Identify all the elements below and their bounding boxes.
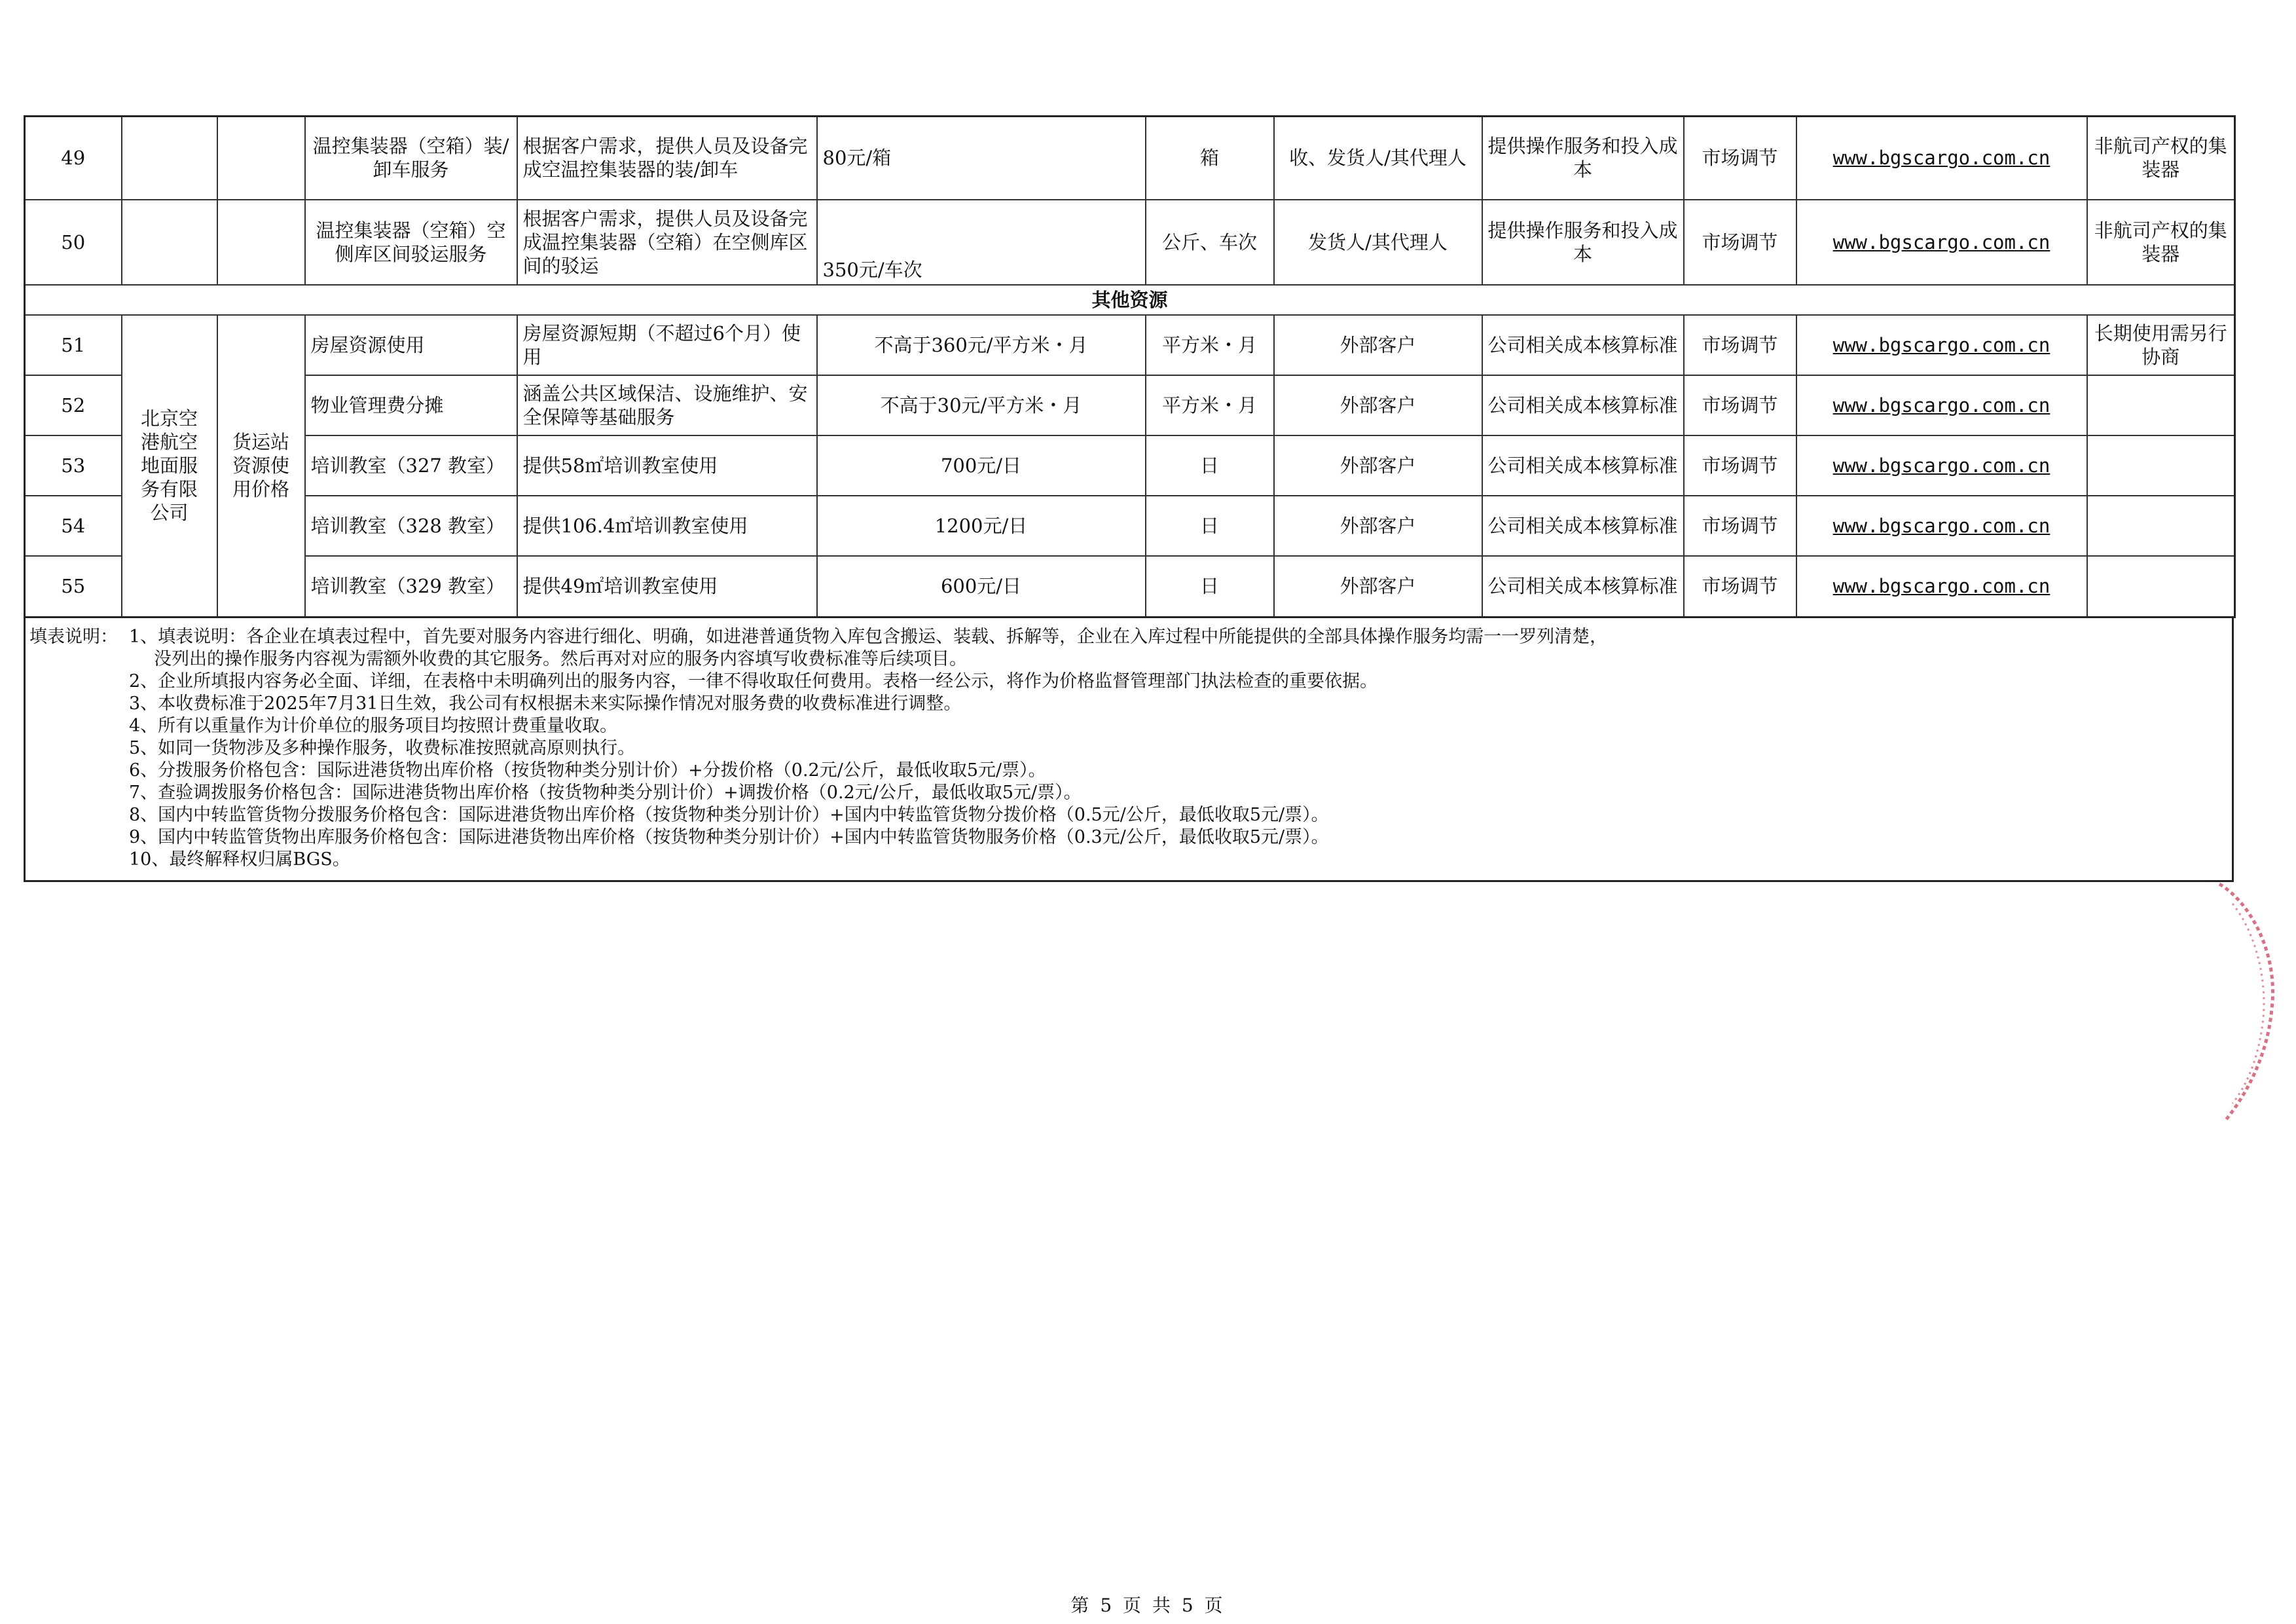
seal-stamp-fragment <box>2206 877 2285 1126</box>
price: 不高于30元/平方米・月 <box>817 375 1146 435</box>
pricing-method: 市场调节 <box>1684 315 1796 375</box>
note-text: 没列出的操作服务内容视为需额外收费的其它服务。然后再对对应的服务内容填写收费标准等后续项目。 <box>154 649 967 669</box>
remark <box>2087 435 2235 496</box>
unit: 平方米・月 <box>1146 315 1274 375</box>
pricing-basis: 公司相关成本核算标准 <box>1482 315 1684 375</box>
publicity-site-link[interactable]: www.bgscargo.com.cn <box>1796 375 2087 435</box>
pricing-basis: 提供操作服务和投入成本 <box>1482 117 1684 200</box>
company-cell <box>122 200 217 285</box>
table-row <box>25 375 2235 435</box>
pricing-basis: 公司相关成本核算标准 <box>1482 375 1684 435</box>
resource-category: 货运站资源使用价格 <box>217 315 305 618</box>
service-item: 培训教室（328 教室） <box>305 496 517 556</box>
remark <box>2087 496 2235 556</box>
service-item: 房屋资源使用 <box>305 315 517 375</box>
publicity-site-link[interactable]: www.bgscargo.com.cn <box>1796 556 2087 618</box>
charge-object: 收、发货人/其代理人 <box>1274 117 1482 200</box>
note-text: 8、国内中转监管货物分拨服务价格包含：国际进港货物出库价格（按货物种类分别计价）+国内中转监管货物分拨价格（0.5元/公斤，最低收取5元/票）。 <box>129 805 1329 825</box>
company-cell <box>122 117 217 200</box>
remark: 长期使用需另行协商 <box>2087 315 2235 375</box>
charge-object: 外部客户 <box>1274 315 1482 375</box>
service-content: 涵盖公共区域保洁、设施维护、安全保障等基础服务 <box>517 375 817 435</box>
pricing-method: 市场调节 <box>1684 496 1796 556</box>
category-cell <box>217 200 305 285</box>
note-text: 1、填表说明：各企业在填表过程中，首先要对服务内容进行细化、明确，如进港普通货物入库包含搬运、装载、拆解等，企业在入库过程中所能提供的全部具体操作服务均需一一罗列清楚， <box>129 627 1608 647</box>
unit: 日 <box>1146 435 1274 496</box>
note-item <box>29 626 2228 648</box>
table-row <box>25 117 2235 200</box>
service-item: 物业管理费分摊 <box>305 375 517 435</box>
service-content: 根据客户需求，提供人员及设备完成空温控集装器的装/卸车 <box>517 117 817 200</box>
note-text: 9、国内中转监管货物出库服务价格包含：国际进港货物出库价格（按货物种类分别计价）+国内中转监管货物服务价格（0.3元/公斤，最低收取5元/票）。 <box>129 827 1329 847</box>
table-row <box>25 200 2235 285</box>
publicity-site-link[interactable]: www.bgscargo.com.cn <box>1796 117 2087 200</box>
price: 600元/日 <box>817 556 1146 618</box>
pricing-basis: 公司相关成本核算标准 <box>1482 496 1684 556</box>
company-name: 北京空港航空地面服务有限公司 <box>122 315 217 618</box>
unit: 平方米・月 <box>1146 375 1274 435</box>
remark <box>2087 556 2235 618</box>
unit: 箱 <box>1146 117 1274 200</box>
price: 不高于360元/平方米・月 <box>817 315 1146 375</box>
note-text: 7、查验调拨服务价格包含：国际进港货物出库价格（按货物种类分别计价）+调拨价格（0.2元/公斤，最低收取5元/票）。 <box>129 783 1082 803</box>
row-number: 54 <box>25 496 122 556</box>
unit: 公斤、车次 <box>1146 200 1274 285</box>
charge-object: 发货人/其代理人 <box>1274 200 1482 285</box>
pricing-method: 市场调节 <box>1684 556 1796 618</box>
row-number: 55 <box>25 556 122 618</box>
note-text: 6、分拨服务价格包含：国际进港货物出库价格（按货物种类分别计价）+分拨价格（0.2元/公斤，最低收取5元/票）。 <box>129 760 1046 781</box>
service-item: 培训教室（327 教室） <box>305 435 517 496</box>
note-text: 4、所有以重量作为计价单位的服务项目均按照计费重量收取。 <box>129 716 618 736</box>
pricing-method: 市场调节 <box>1684 435 1796 496</box>
pricing-basis: 提供操作服务和投入成本 <box>1482 200 1684 285</box>
remark: 非航司产权的集装器 <box>2087 200 2235 285</box>
publicity-site-link[interactable]: www.bgscargo.com.cn <box>1796 435 2087 496</box>
section-header-row <box>25 285 2235 315</box>
charge-object: 外部客户 <box>1274 375 1482 435</box>
filling-notes <box>24 618 2234 882</box>
row-number: 53 <box>25 435 122 496</box>
publicity-site-link[interactable]: www.bgscargo.com.cn <box>1796 315 2087 375</box>
notes-label: 填表说明： <box>29 627 118 647</box>
price: 700元/日 <box>817 435 1146 496</box>
service-item: 培训教室（329 教室） <box>305 556 517 618</box>
price: 1200元/日 <box>817 496 1146 556</box>
charge-object: 外部客户 <box>1274 496 1482 556</box>
publicity-site-link[interactable]: www.bgscargo.com.cn <box>1796 200 2087 285</box>
remark: 非航司产权的集装器 <box>2087 117 2235 200</box>
charge-object: 外部客户 <box>1274 435 1482 496</box>
category-cell <box>217 117 305 200</box>
table-row <box>25 435 2235 496</box>
table-row <box>25 496 2235 556</box>
service-content: 提供58㎡培训教室使用 <box>517 435 817 496</box>
table-row <box>25 556 2235 618</box>
service-content: 根据客户需求，提供人员及设备完成温控集装器（空箱）在空侧库区间的驳运 <box>517 200 817 285</box>
row-number: 50 <box>25 200 122 285</box>
service-content: 房屋资源短期（不超过6个月）使用 <box>517 315 817 375</box>
charge-object: 外部客户 <box>1274 556 1482 618</box>
row-number: 52 <box>25 375 122 435</box>
service-content: 提供106.4㎡培训教室使用 <box>517 496 817 556</box>
pricing-method: 市场调节 <box>1684 375 1796 435</box>
unit: 日 <box>1146 556 1274 618</box>
section-title: 其他资源 <box>25 285 2235 315</box>
price: 80元/箱 <box>817 117 1146 200</box>
note-text: 10、最终解释权归属BGS。 <box>129 849 350 870</box>
service-content: 提供49㎡培训教室使用 <box>517 556 817 618</box>
table-row <box>25 315 2235 375</box>
unit: 日 <box>1146 496 1274 556</box>
note-text: 2、企业所填报内容务必全面、详细，在表格中未明确列出的服务内容，一律不得收取任何费用。表格一经公示，将作为价格监督管理部门执法检查的重要依据。 <box>129 671 1378 692</box>
page-footer: 第 5 页 共 5 页 <box>1070 1595 1226 1616</box>
price: 350元/车次 <box>817 200 1146 285</box>
row-number: 49 <box>25 117 122 200</box>
row-number: 51 <box>25 315 122 375</box>
pricing-method: 市场调节 <box>1684 117 1796 200</box>
pricing-method: 市场调节 <box>1684 200 1796 285</box>
note-text: 5、如同一货物涉及多种操作服务，收费标准按照就高原则执行。 <box>129 738 636 758</box>
service-item: 温控集装器（空箱）空侧库区间驳运服务 <box>305 200 517 285</box>
price-table <box>24 115 2236 618</box>
price-sheet <box>24 115 2234 882</box>
note-text: 3、本收费标准于2025年7月31日生效，我公司有权根据未来实际操作情况对服务费的收费标准进行调整。 <box>129 693 962 714</box>
remark <box>2087 375 2235 435</box>
publicity-site-link[interactable]: www.bgscargo.com.cn <box>1796 496 2087 556</box>
pricing-basis: 公司相关成本核算标准 <box>1482 556 1684 618</box>
pricing-basis: 公司相关成本核算标准 <box>1482 435 1684 496</box>
service-item: 温控集装器（空箱）装/卸车服务 <box>305 117 517 200</box>
